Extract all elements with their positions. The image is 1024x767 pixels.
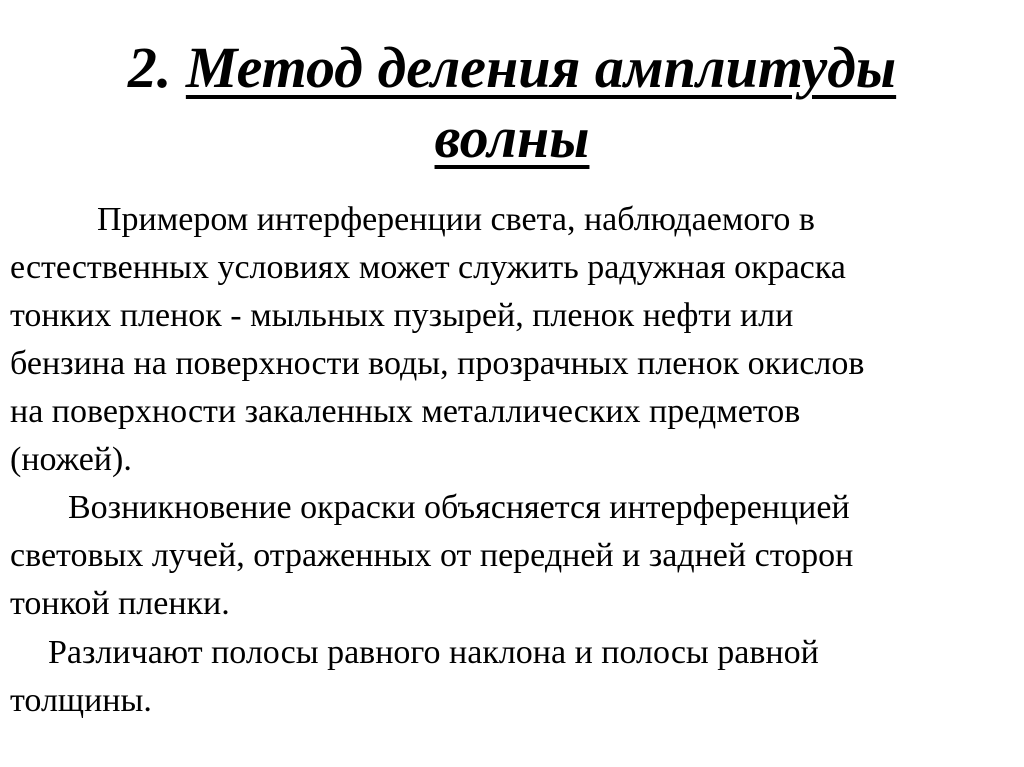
title-text-continued: волны [434, 105, 590, 170]
paragraph-line: тонких пленок - мыльных пузырей, пленок нефти или [10, 297, 794, 334]
paragraph-line: световых лучей, отраженных от передней и задней сторон [10, 537, 854, 574]
paragraph-line: толщины. [10, 682, 152, 719]
slide-title-line-2 [0, 106, 1024, 170]
paragraph-line: (ножей). [10, 441, 132, 478]
paragraph-line: на поверхности закаленных металлических предметов [10, 393, 801, 430]
paragraph-line: бензина на поверхности воды, прозрачных пленок окислов [10, 345, 865, 382]
paragraph-line: естественных условиях может служить радужная окраска [10, 249, 846, 286]
paragraph-line: Различают полосы равного наклона и полосы равной [48, 634, 819, 671]
paragraph-line: тонкой пленки. [10, 585, 230, 622]
slide-title-line-1 [0, 36, 1024, 100]
title-number: 2. [127, 35, 172, 100]
paragraph-line: Возникновение окраски объясняется интерференцией [68, 489, 850, 526]
paragraph-line: Примером интерференции света, наблюдаемого в [97, 201, 815, 238]
title-text: Метод деления амплитуды [185, 35, 897, 100]
